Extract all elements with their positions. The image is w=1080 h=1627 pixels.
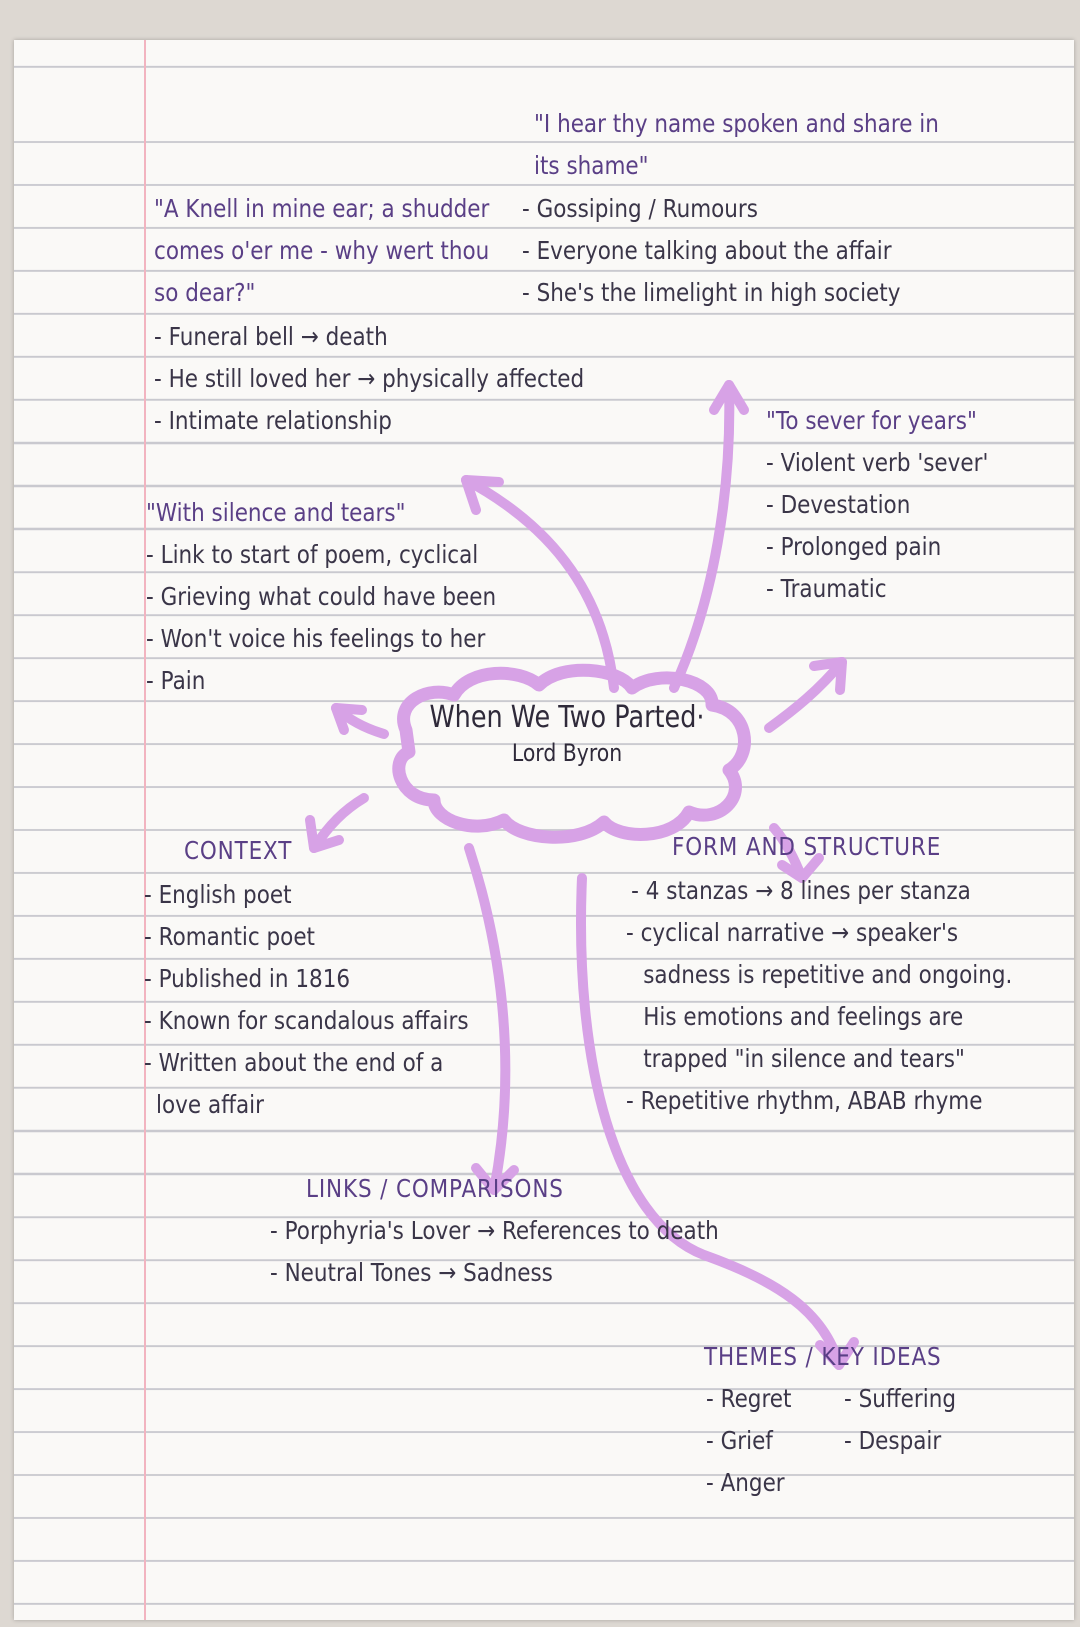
context-notes [144,874,521,1126]
note-line: sadness is repetitive and ongoing. [643,960,1013,989]
note-line: - Won't voice his feelings to her [146,624,486,653]
note-line: - Repetitive rhythm, ABAB rhyme [626,1086,983,1115]
note-line: - cyclical narrative → speaker's [626,918,959,947]
note-line: - She's the limelight in high society [522,278,901,307]
quote-hear-notes [522,188,962,314]
quote-knell-notes [154,316,654,442]
note-line: - Published in 1816 [144,964,351,993]
quote-knell-line: comes o'er me - why wert thou [154,236,490,265]
note-line: - Romantic poet [144,922,315,951]
quote-knell-line: so dear?" [154,278,256,307]
form-heading-block [672,826,985,868]
arrow-to-hear [674,385,729,688]
note-line: His emotions and feelings are [643,1002,964,1031]
themes-col-2 [844,1378,974,1462]
theme-item: - Despair [844,1426,942,1455]
note-line: - 4 stanzas → 8 lines per stanza [631,876,971,905]
quote-sever-line: "To sever for years" [766,406,977,435]
note-line: trapped "in silence and tears" [643,1044,965,1073]
theme-item: - Suffering [844,1384,957,1413]
note-line: - Porphyria's Lover → References to death [270,1216,719,1245]
note-line: - Written about the end of a [144,1048,444,1077]
note-line: - Known for scandalous affairs [144,1006,469,1035]
form-heading: FORM AND STRUCTURE [672,832,942,861]
note-line: - Grieving what could have been [146,582,497,611]
links-heading-block [306,1168,606,1210]
note-line: - Funeral bell → death [154,322,388,351]
note-line: - English poet [144,880,292,909]
links-heading: LINKS / COMPARISONS [306,1174,564,1203]
theme-item: - Anger [706,1468,785,1497]
title-block [402,700,732,767]
note-line: - Neutral Tones → Sadness [270,1258,553,1287]
context-heading: CONTEXT [184,836,293,865]
form-notes [626,870,1074,1122]
note-line: love affair [156,1090,264,1119]
quote-silence-notes [146,534,553,702]
notebook-page [14,40,1074,1620]
note-line: - Gossiping / Rumours [522,194,758,223]
quote-hear-block [534,103,1005,187]
note-line: - Intimate relationship [154,406,392,435]
quote-hear-line: "I hear thy name spoken and share in [534,109,939,138]
quote-silence-block [146,492,448,534]
quote-sever-block [766,400,1011,442]
note-line: - Link to start of poem, cyclical [146,540,479,569]
poem-author: Lord Byron [511,739,623,767]
links-notes [270,1210,792,1294]
note-line: - Everyone talking about the affair [522,236,892,265]
note-line: - Traumatic [766,574,887,603]
themes-heading-block [704,1336,980,1378]
poem-title: When We Two Parted· [429,700,705,735]
theme-item: - Regret [706,1384,792,1413]
quote-knell-line: "A Knell in mine ear; a shudder [154,194,490,223]
note-line: - Devestation [766,490,911,519]
arrow-to-sever [769,662,842,728]
note-line: - He still loved her → physically affected [154,364,585,393]
themes-heading: THEMES / KEY IDEAS [704,1342,942,1371]
context-heading-block [184,830,310,872]
note-line: - Prolonged pain [766,532,942,561]
quote-knell-block [154,188,544,314]
note-line: - Violent verb 'sever' [766,448,989,477]
quote-silence-line: "With silence and tears" [146,498,406,527]
quote-hear-line: its shame" [534,151,649,180]
theme-item: - Grief [706,1426,773,1455]
note-line: - Pain [146,666,206,695]
quote-sever-notes [766,442,1025,610]
themes-col-1 [706,1378,805,1504]
